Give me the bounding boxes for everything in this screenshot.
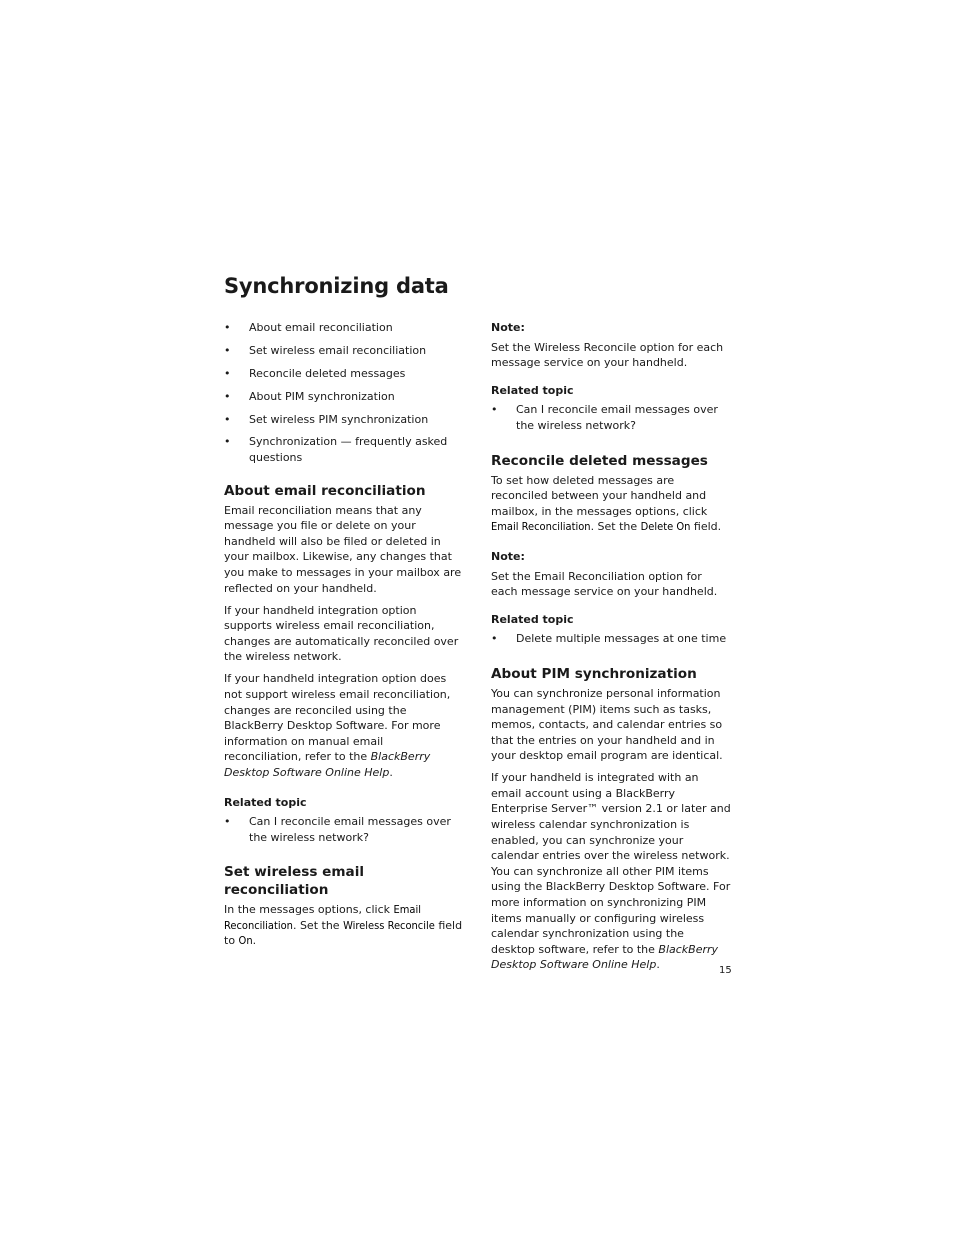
paragraph-text: If your handheld is integrated with an email account using a BlackBerry Enterprise Server™ version 2.1 or later and wireless calendar synchronization is enabled, you can synchronize your calendar entries over the wireless network. You can synchronize all other PIM items using the BlackBerry Desktop Software. For more information on synchronizing PIM items manually or configuring wireless calendar synchronization using the desktop software, refer to the [491,771,731,956]
paragraph-text: field. [690,520,722,534]
related-topic-link[interactable]: • Delete multiple messages at one time [491,631,731,647]
related-topic-list [491,631,731,647]
about-pim-heading: About PIM synchronization [491,665,697,682]
about-email-heading: About email reconciliation [224,482,426,499]
note-text: Set the Wireless Reconcile option for each message service on your handheld. [491,340,724,370]
ui-term: Email Reconciliation [491,520,591,534]
paragraph-text: field to [224,918,463,948]
topic-list-item[interactable]: • Synchronization — frequently asked questions [224,434,464,465]
reconcile-deleted-heading: Reconcile deleted messages [491,452,708,469]
about-email-paragraph-3 [224,671,464,780]
topic-list-item[interactable]: • Reconcile deleted messages [224,366,464,382]
help-reference: BlackBerry Desktop Software Online Help [491,942,719,972]
paragraph-text: . Set the [292,918,344,932]
topic-list [224,320,464,466]
ui-term: On [238,934,253,948]
related-topic-label: Related topic [491,383,574,397]
set-wireless-heading: Set wireless email reconciliation [224,864,365,899]
related-topic-link[interactable]: • Can I reconcile email messages over the wireless network? [491,402,731,433]
page-title: Synchronizing data [224,274,449,298]
paragraph-text: In the messages options, click [224,903,394,917]
ui-term: Delete On [640,520,691,534]
about-email-paragraph-1: Email reconciliation means that any message you file or delete on your handheld will also be filed or deleted in your mailbox. Likewise, any changes that you make to messages in your mailbox are reflected on your handheld. [224,503,462,595]
paragraph-text: If your handheld integration option does not support wireless email reconciliation, changes are reconciled using the BlackBerry Desktop Software. For more information on manual email reconciliation, refer to the [224,672,451,764]
related-topic-link[interactable]: • Can I reconcile email messages over the wireless network? [224,814,464,845]
related-topic-label: Related topic [224,795,307,809]
related-topic-label: Related topic [491,612,574,626]
note-label: Note: [491,549,525,563]
about-email-paragraph-2: If your handheld integration option supports wireless email reconciliation, changes are automatically reconciled over the wireless network. [224,603,459,664]
paragraph-text: . [252,934,257,948]
left-column [224,320,464,955]
ui-term: Email Reconciliation [224,903,421,932]
help-reference: BlackBerry Desktop Software Online Help [224,750,431,779]
about-pim-paragraph-2 [491,770,731,973]
topic-list-item[interactable]: • Set wireless email reconciliation [224,343,464,359]
paragraph-text: . Set the [590,520,641,534]
right-column [491,320,731,979]
note-label: Note: [491,321,525,334]
page-number: 15 [719,965,732,976]
note-text: Set the Email Reconciliation option for each message service on your handheld. [491,569,718,599]
paragraph-text: . [389,765,393,779]
ui-term: Wireless Reconcile [343,918,435,932]
about-pim-paragraph-1: You can synchronize personal information management (PIM) items such as tasks, memos, contacts, and calendar entries so that the entries on your handheld and in your desktop email program are identical. [491,686,723,763]
related-topic-list [224,814,464,845]
reconcile-deleted-paragraph [491,473,731,535]
topic-list-item[interactable]: • Set wireless PIM synchronization [224,412,464,428]
related-topic-list [491,402,731,433]
topic-list-item[interactable]: • About PIM synchronization [224,389,464,405]
topic-list-item[interactable]: • About email reconciliation [224,320,464,336]
paragraph-text: . [656,958,660,972]
set-wireless-paragraph [224,902,464,949]
paragraph-text: To set how deleted messages are reconciled between your handheld and mailbox, in the messages options, click [491,473,708,518]
